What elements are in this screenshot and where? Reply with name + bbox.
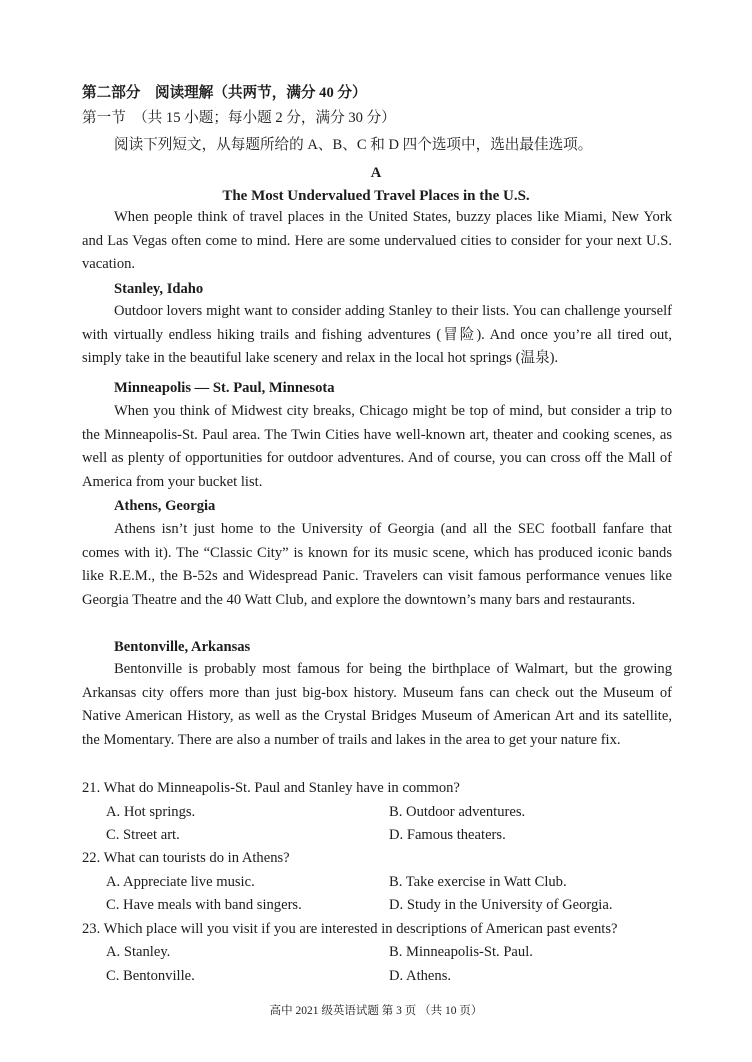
question-stem-22: 22. What can tourists do in Athens? xyxy=(82,850,290,866)
question-22-option-b: B. Take exercise in Watt Club. xyxy=(389,874,567,890)
place-paragraph-minneapolis: When you think of Midwest city breaks, Chicago might be top of mind, but consider a trip to the Minneapolis-St. Paul area. The Twin Cities have well-known art, theater and cooking scenes, as well as plenty of opportunities for outdoor adventures. And of course, you can cross off the Mall of America from your bucket list. xyxy=(82,403,672,490)
passage-title: The Most Undervalued Travel Places in the U.S. xyxy=(222,188,530,204)
part-heading: 第二部分 阅读理解（共两节，满分 40 分） xyxy=(82,85,367,101)
place-heading-bentonville: Bentonville, Arkansas xyxy=(114,639,251,655)
passage-label: A xyxy=(370,165,382,181)
question-stem-21: 21. What do Minneapolis-St. Paul and Stanley have in common? xyxy=(82,780,460,796)
place-paragraph-stanley: Outdoor lovers might want to consider adding Stanley to their lists. You can challenge yourself with virtually endless hiking trails and fishing adventures (冒险). And once you’re all tired out, simply take in the beautiful lake scenery and relax in the local hot springs (温泉). xyxy=(82,303,672,366)
question-23-option-a: A. Stanley. xyxy=(106,944,171,960)
instruction-text: 阅读下列短文，从每题所给的 A、B、C 和 D 四个选项中，选出最佳选项。 xyxy=(114,137,593,153)
intro-paragraph: When people think of travel places in the United States, buzzy places like Miami, New York and Las Vegas often come to mind. Here are some undervalued cities to consider for your next U.S. vacation. xyxy=(82,209,672,272)
question-21-option-a: A. Hot springs. xyxy=(106,804,196,820)
question-22-option-d: D. Study in the University of Georgia. xyxy=(389,897,613,913)
question-22-option-a: A. Appreciate live music. xyxy=(106,874,255,890)
question-23-option-c: C. Bentonville. xyxy=(106,968,195,984)
question-21-option-b: B. Outdoor adventures. xyxy=(389,804,526,820)
subsection-heading: 第一节 （共 15 小题；每小题 2 分，满分 30 分） xyxy=(82,110,396,126)
question-22-option-c: C. Have meals with band singers. xyxy=(106,897,302,913)
place-heading-stanley: Stanley, Idaho xyxy=(114,281,204,297)
place-paragraph-athens: Athens isn’t just home to the University of Georgia (and all the SEC football fanfare that comes with it). The “Classic City” is known for its music scene, which has produced iconic bands like R.E.M., the B-52s and Widespread Panic. Travelers can visit famous performance venues like Georgia Theatre and the 40 Watt Club, and explore the downtown’s many bars and restaurants. xyxy=(82,521,672,608)
question-23-option-d: D. Athens. xyxy=(389,968,452,984)
place-paragraph-bentonville: Bentonville is probably most famous for being the birthplace of Walmart, but the growing Arkansas city offers more than just big-box history. Museum fans can check out the Museum of Native American History, as well as the Crystal Bridges Museum of American Art and its satellite, the Momentary. There are also a number of trails and lakes in the area to get your nature fix. xyxy=(82,661,672,748)
page-footer: 高中 2021 级英语试题 第 3 页 （共 10 页） xyxy=(269,1005,483,1017)
question-21-option-c: C. Street art. xyxy=(106,827,180,843)
question-23-option-b: B. Minneapolis-St. Paul. xyxy=(389,944,533,960)
question-21-option-d: D. Famous theaters. xyxy=(389,827,506,843)
place-heading-athens: Athens, Georgia xyxy=(114,498,216,514)
question-stem-23: 23. Which place will you visit if you are interested in descriptions of American past events? xyxy=(82,921,618,937)
place-heading-minneapolis: Minneapolis — St. Paul, Minnesota xyxy=(114,380,335,396)
